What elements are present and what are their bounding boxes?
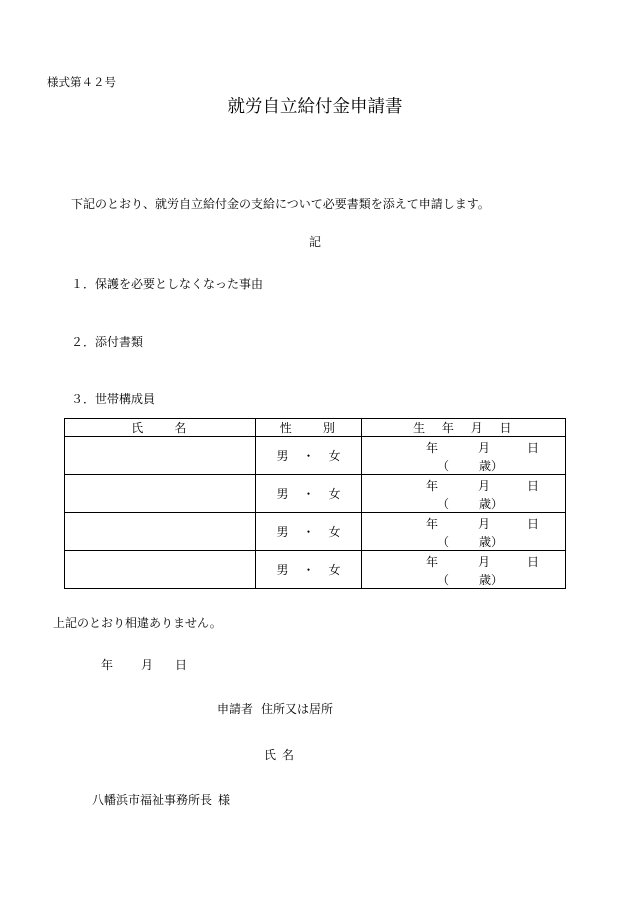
applicant-label: 申請者: [217, 702, 254, 716]
addressee: [92, 791, 230, 808]
item-household-members: ３．世帯構成員: [71, 392, 156, 406]
sex-male[interactable]: 男: [276, 563, 289, 577]
age-label: 歳）: [479, 497, 504, 511]
month-label: 月: [478, 555, 491, 569]
sex-cell[interactable]: [256, 551, 362, 589]
sex-female[interactable]: 女: [328, 449, 341, 463]
name-cell[interactable]: [65, 475, 256, 513]
age-label: 歳）: [479, 535, 504, 549]
date-month-label: 月: [141, 658, 154, 672]
year-label: 年: [426, 441, 439, 455]
name-cell[interactable]: [65, 551, 256, 589]
day-label: 日: [526, 479, 539, 493]
sex-female[interactable]: 女: [328, 525, 341, 539]
header-name: 氏 名: [65, 419, 256, 437]
addressee-office: 八幡浜市福祉事務所長: [92, 793, 213, 807]
age-open-paren: （: [437, 535, 450, 549]
age-open-paren: （: [437, 497, 450, 511]
age-label: 歳）: [479, 459, 504, 473]
sex-female[interactable]: 女: [328, 487, 341, 501]
day-label: 日: [526, 517, 539, 531]
sex-separator: ・: [302, 487, 315, 501]
birthdate-cell[interactable]: [362, 475, 566, 513]
addressee-honorific: 様: [218, 793, 231, 807]
name-label-first: 氏: [264, 748, 277, 762]
age-open-paren: （: [437, 573, 450, 587]
birthdate-cell[interactable]: [362, 513, 566, 551]
table-row: [65, 437, 566, 475]
applicant-address-line[interactable]: [217, 700, 333, 717]
confirmation-text: 上記のとおり相違ありません。: [53, 616, 222, 630]
sex-cell[interactable]: [256, 475, 362, 513]
form-number: 様式第４２号: [47, 75, 116, 89]
name-cell[interactable]: [65, 437, 256, 475]
sex-cell[interactable]: [256, 513, 362, 551]
age-open-paren: （: [437, 459, 450, 473]
sex-male[interactable]: 男: [276, 525, 289, 539]
year-label: 年: [426, 479, 439, 493]
household-members-table: [64, 418, 566, 589]
application-date[interactable]: [101, 656, 187, 673]
birthdate-cell[interactable]: [362, 437, 566, 475]
year-label: 年: [426, 555, 439, 569]
month-label: 月: [478, 441, 491, 455]
sex-cell[interactable]: [256, 437, 362, 475]
intro-text: 下記のとおり、就労自立給付金の支給について必要書類を添えて申請します。: [71, 197, 490, 211]
table-header-row: [65, 419, 566, 437]
table-row: [65, 475, 566, 513]
ki-heading: 記: [308, 235, 321, 249]
sex-separator: ・: [302, 449, 315, 463]
age-label: 歳）: [479, 573, 504, 587]
sex-separator: ・: [302, 525, 315, 539]
year-label: 年: [426, 517, 439, 531]
month-label: 月: [478, 479, 491, 493]
table-row: [65, 513, 566, 551]
date-day-label: 日: [175, 658, 188, 672]
page-title: 就労自立給付金申請書: [227, 97, 403, 117]
birthdate-cell[interactable]: [362, 551, 566, 589]
name-cell[interactable]: [65, 513, 256, 551]
day-label: 日: [526, 441, 539, 455]
address-label: 住所又は居所: [261, 702, 334, 716]
month-label: 月: [478, 517, 491, 531]
sex-male[interactable]: 男: [276, 449, 289, 463]
item-attachments: ２．添付書類: [71, 335, 144, 349]
sex-female[interactable]: 女: [328, 563, 341, 577]
sex-separator: ・: [302, 563, 315, 577]
item-reason: １．保護を必要としなくなった事由: [71, 277, 264, 291]
applicant-name-line[interactable]: [264, 746, 294, 763]
date-year-label: 年: [101, 658, 114, 672]
header-sex: 性 別: [256, 419, 362, 437]
table-row: [65, 551, 566, 589]
sex-male[interactable]: 男: [276, 487, 289, 501]
header-birthdate: 生 年 月 日: [362, 419, 566, 437]
name-label-second: 名: [282, 748, 295, 762]
day-label: 日: [526, 555, 539, 569]
